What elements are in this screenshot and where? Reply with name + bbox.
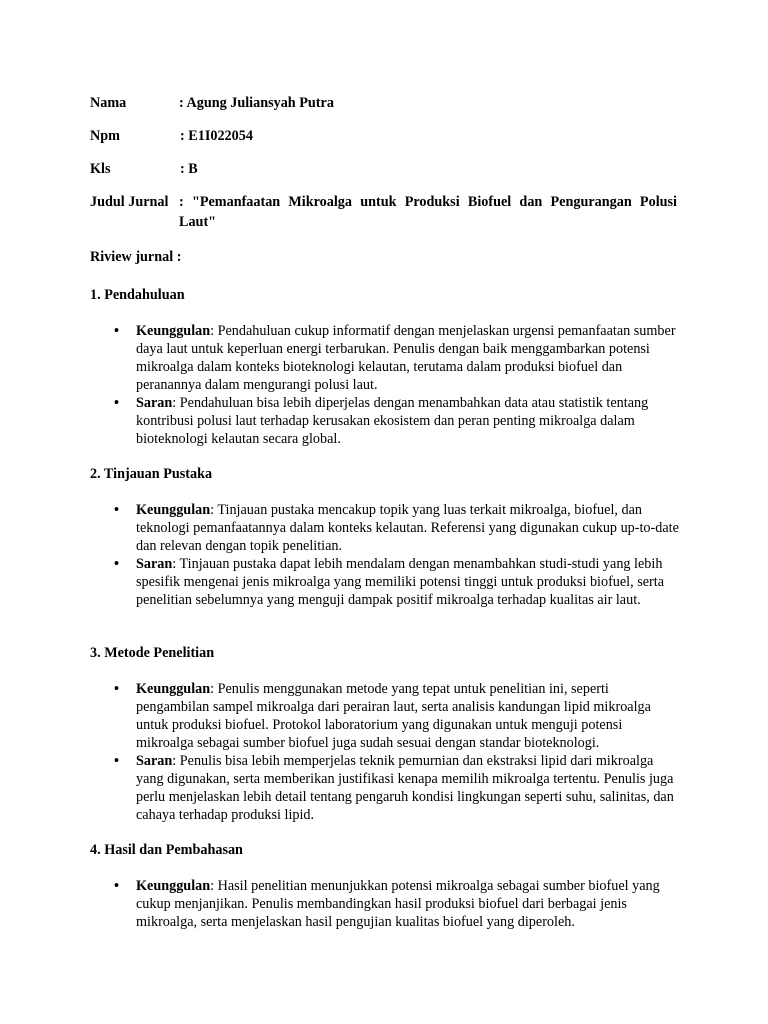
field-judul-value: : "Pemanfaatan Mikroalga untuk Produksi Biofuel dan Pengurangan Polusi Laut" (179, 194, 677, 230)
section-list (90, 501, 680, 609)
item-text: : Tinjauan pustaka mencakup topik yang luas terkait mikroalga, biofuel, dan teknologi pemanfaatannya dalam konteks kelautan. Referensi yang digunakan cukup up-to-date dan relevan dengan topik penelitian. (136, 502, 679, 554)
list-item (90, 501, 680, 555)
item-label: Saran (136, 753, 173, 769)
bullet-icon: • (114, 395, 119, 411)
bullet-icon: • (114, 556, 119, 572)
bullet-icon: • (114, 878, 119, 894)
item-label: Keunggulan (136, 681, 211, 697)
item-text: : Hasil penelitian menunjukkan potensi mikroalga sebagai sumber biofuel yang cukup menjanjikan. Penulis membandingkan hasil produksi biofuel dari berbagai jenis mikroalga, serta menjelaskan hasil pengujian kualitas biofuel yang diperoleh. (136, 878, 660, 930)
list-item (90, 680, 680, 752)
item-label: Keunggulan (136, 878, 211, 894)
item-label: Saran (136, 395, 173, 411)
field-npm-label: Npm (90, 128, 120, 144)
field-judul-label: Judul Jurnal (90, 194, 169, 210)
item-text: : Tinjauan pustaka dapat lebih mendalam dengan menambahkan studi-studi yang lebih spesifik mengenai jenis mikroalga yang memiliki potensi tinggi untuk produksi biofuel, serta penelitian sebelumnya yang menguji dampak positif mikroalga terhadap kualitas air laut. (136, 556, 664, 608)
bullet-icon: • (114, 502, 119, 518)
item-label: Keunggulan (136, 502, 211, 518)
list-item (90, 322, 680, 394)
field-nama-value: : Agung Juliansyah Putra (179, 95, 334, 111)
field-npm-value: : E1I022054 (180, 128, 253, 144)
bullet-icon: • (114, 753, 119, 769)
item-text: : Pendahuluan cukup informatif dengan menjelaskan urgensi pemanfaatan sumber daya laut untuk keperluan energi terbarukan. Penulis dengan baik menggambarkan potensi mikroalga dalam konteks bioteknologi kelautan, terutama dalam produksi biofuel dan peranannya dalam mengurangi polusi laut. (136, 323, 676, 393)
list-item (90, 877, 680, 931)
section-title: 3. Metode Penelitian (90, 645, 215, 661)
item-text: : Penulis bisa lebih memperjelas teknik pemurnian dan ekstraksi lipid dari mikroalga yang digunakan, serta memberikan justifikasi kenapa memilih mikroalga tertentu. Penulis juga perlu menjelaskan lebih detail tentang pengaruh kondisi lingkungan seperti suhu, salinitas, dan cahaya terhadap produksi lipid. (136, 753, 674, 823)
review-heading: Riview jurnal : (90, 249, 182, 265)
section-list (90, 877, 680, 931)
item-label: Keunggulan (136, 323, 211, 339)
section-list (90, 322, 680, 448)
item-text: : Pendahuluan bisa lebih diperjelas dengan menambahkan data atau statistik tentang kontribusi polusi laut terhadap kerusakan ekosistem dan peran penting mikroalga dalam bioteknologi kelautan secara global. (136, 395, 649, 447)
bullet-icon: • (114, 681, 119, 697)
field-kls-value: : B (180, 161, 198, 177)
section-title: 1. Pendahuluan (90, 287, 185, 303)
list-item (90, 752, 680, 824)
list-item (90, 555, 680, 609)
item-label: Saran (136, 556, 173, 572)
bullet-icon: • (114, 323, 119, 339)
list-item (90, 394, 680, 448)
section-title: 2. Tinjauan Pustaka (90, 466, 213, 482)
field-kls-label: Kls (90, 161, 111, 177)
item-text: : Penulis menggunakan metode yang tepat untuk penelitian ini, seperti pengambilan sampel mikroalga dari perairan laut, serta analisis kandungan lipid mikroalga untuk produksi biofuel. Protokol laboratorium yang digunakan untuk menguji potensi mikroalga sebagai sumber biofuel juga sudah sesuai dengan standar bioteknologi. (136, 681, 651, 751)
field-nama-label: Nama (90, 95, 127, 111)
section-title: 4. Hasil dan Pembahasan (90, 842, 243, 858)
section-list (90, 680, 680, 824)
